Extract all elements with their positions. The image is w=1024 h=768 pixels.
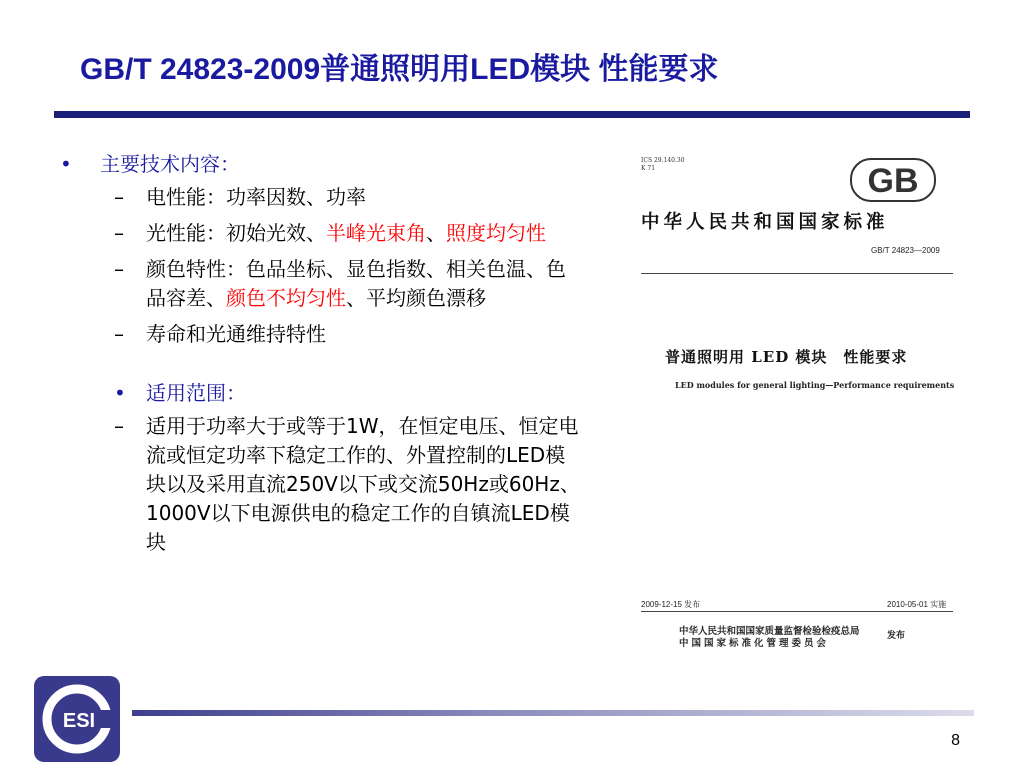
doc-divider [641,273,953,274]
dash-icon: – [114,322,124,346]
dash-icon: – [114,414,124,438]
logo-text: ESI [62,710,96,732]
standard-name: 中华人民共和国国家标准 [641,212,889,233]
list-item-text: 寿命和光通维持特性 [146,322,326,346]
slide-content [60,150,580,564]
list-item-text: 、平均颜色漂移 [346,286,486,310]
list-item-lifetime [60,320,580,349]
doc-title-cn: 普通照明用 LED 模块 性能要求 [665,348,908,366]
list-item-electrical [60,183,580,212]
list-item-text: 适用于功率大于或等于1W，在恒定电压、恒定电流或恒定功率下稳定工作的、外置控制的LED模块以及采用直流250V以下或交流50Hz或60Hz、1000V以下电源供电的稳定工作的自镇流LED模块 [146,414,580,554]
standard-cover-image [635,150,965,650]
section-technical-heading [60,150,580,179]
implement-date: 2010-05-01 实施 [887,600,947,609]
highlight-text: 照度均匀性 [446,221,546,245]
esi-logo-icon [34,676,120,762]
title-divider [54,111,970,118]
footer-divider [132,710,974,716]
publish-word: 发布 [887,631,906,641]
dash-icon: – [114,185,124,209]
ics-code [641,157,741,173]
doc-title-en: LED modules for general lighting—Performance requirements [675,380,955,390]
highlight-text: 颜色不均匀性 [226,286,346,310]
list-item-text: 颜色特性：色品坐标、显色指数、相关色温、色品容差、 [146,257,566,310]
bullet-icon: • [60,152,72,176]
highlight-text: 半峰光束角 [326,221,426,245]
gb-logo-icon [850,158,936,202]
section-scope-heading [60,379,580,408]
dash-icon: – [114,257,124,281]
section-heading-text: 适用范围： [146,381,246,405]
list-item-text: 电性能：功率因数、功率 [146,185,366,209]
section-heading-text: 主要技术内容： [100,152,240,176]
standard-code: GB/T 24823—2009 [871,246,940,255]
slide-title: GB/T 24823-2009普通照明用LED模块 性能要求 [80,53,719,86]
list-item-scope [60,412,580,557]
separator-text: 、 [426,221,446,245]
gb-logo-text: GB [867,162,919,200]
list-item-color [60,255,580,313]
list-item-text: 光性能：初始光效、 [146,221,326,245]
list-item-optical [60,219,580,248]
publish-date: 2009-12-15 发布 [641,600,701,609]
page-number: 8 [951,732,960,749]
bullet-icon: • [114,381,126,405]
class-code: K 71 [641,165,656,172]
issuer-line: 中国国家标准化管理委员会 [679,638,830,649]
ics-number: ICS 29.140.30 [641,157,685,164]
doc-divider [641,611,953,612]
issuer-line: 中华人民共和国国家质量监督检验检疫总局 [679,626,860,637]
dash-icon: – [114,221,124,245]
